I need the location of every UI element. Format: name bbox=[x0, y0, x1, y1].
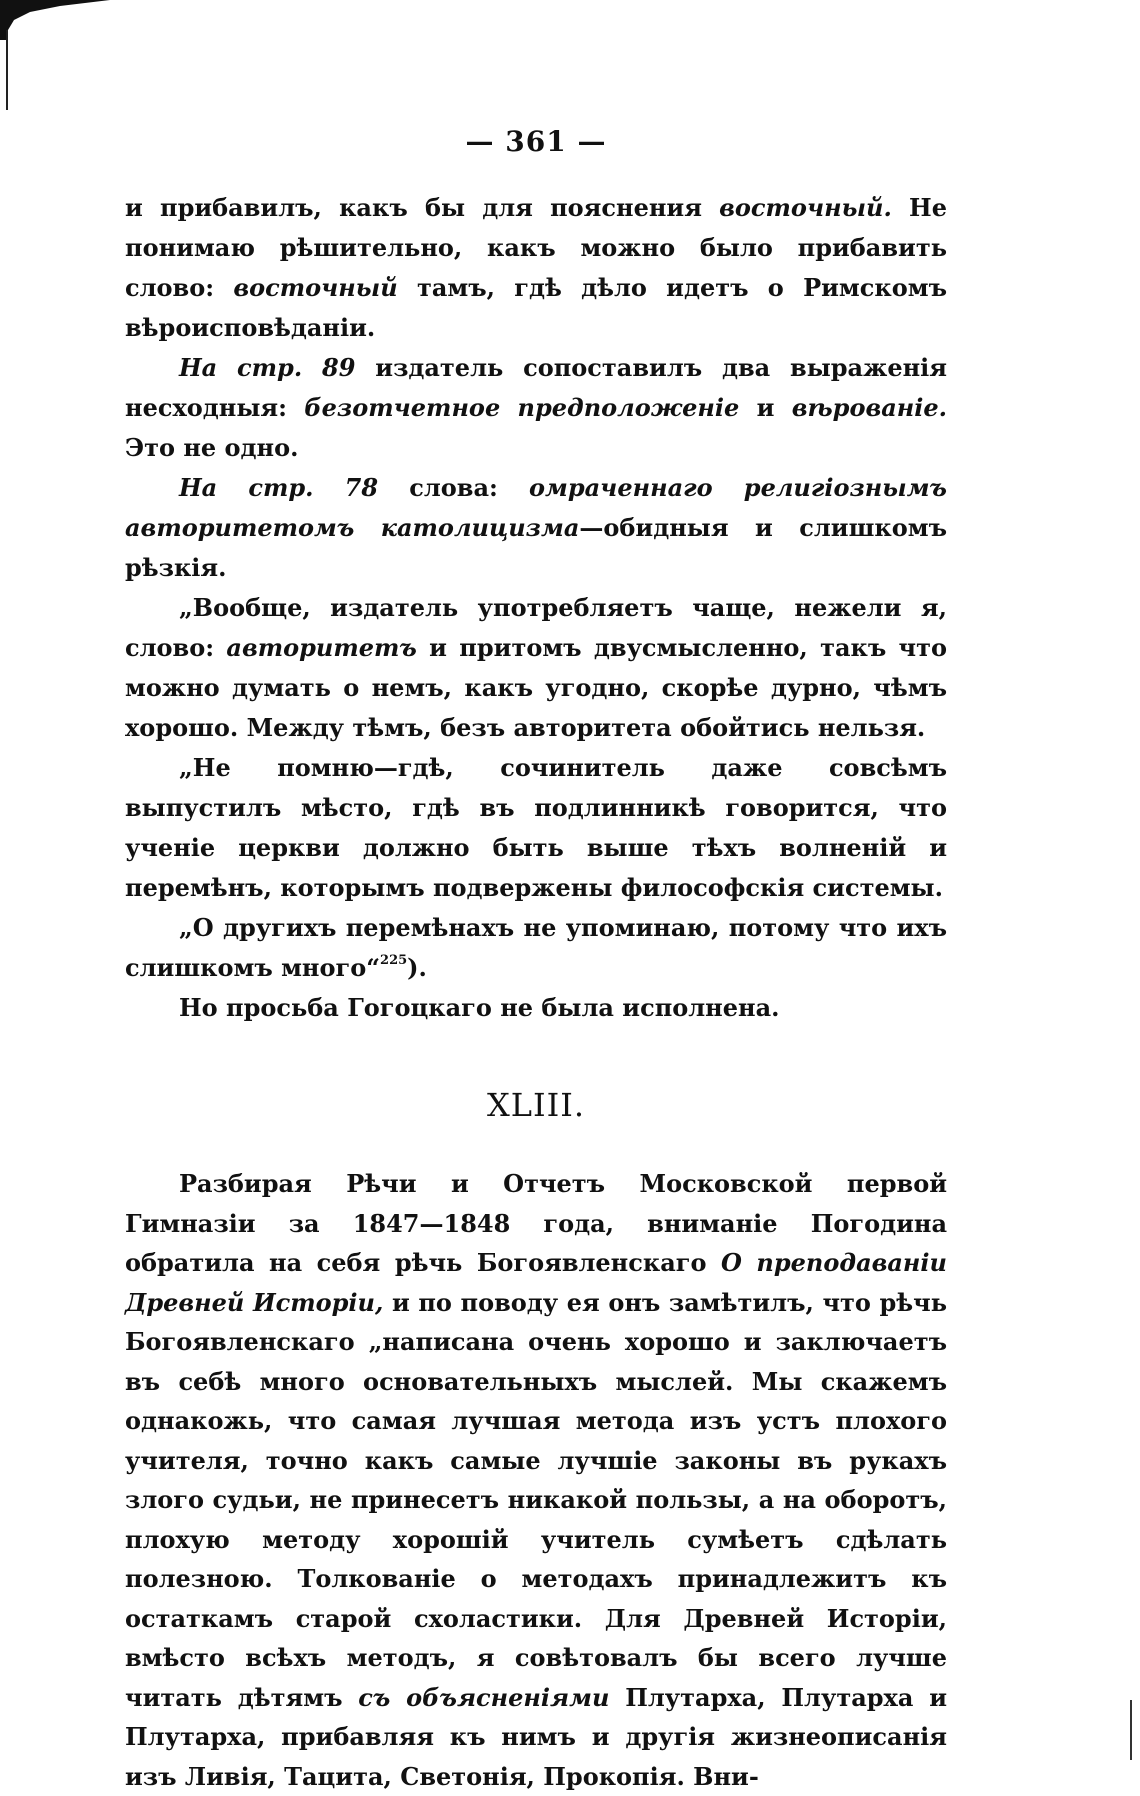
italic-text: восточный. bbox=[719, 193, 892, 222]
text-run: Это не одно. bbox=[125, 433, 299, 462]
document-page bbox=[125, 125, 947, 1796]
text-run: и bbox=[739, 393, 792, 422]
italic-text: вѣрованіе. bbox=[791, 393, 947, 422]
section-heading: XLIII. bbox=[486, 1086, 586, 1124]
scan-edge-line-right bbox=[1130, 1700, 1132, 1760]
italic-text: На стр. 89 bbox=[179, 353, 356, 382]
italic-text: восточный bbox=[233, 273, 398, 302]
italic-text: На стр. 78 bbox=[179, 473, 379, 502]
text-run: издатель сопоставилъ два выраженія несходныя: bbox=[125, 353, 948, 422]
italic-text: авторитетъ bbox=[226, 633, 417, 662]
paragraph bbox=[125, 188, 947, 348]
section-xliii bbox=[125, 1164, 947, 1796]
page-number: — 361 — bbox=[465, 125, 607, 158]
text-run: Плутарха, Плутарха и Плутарха, прибавляя къ нимъ и другія жизнеописанія изъ Ливія, Тацита, Светонія, Прокопія. Вни- bbox=[125, 1682, 948, 1791]
italic-text: съ объясненіями bbox=[358, 1682, 610, 1712]
continued-section bbox=[125, 188, 947, 1028]
paragraph-tail: ). bbox=[407, 953, 427, 982]
footnote-marker: 225 bbox=[380, 953, 408, 968]
paragraph-with-footnote bbox=[125, 908, 947, 988]
paragraph bbox=[125, 748, 947, 908]
text-run: Но просьба Гогоцкаго не была исполнена. bbox=[179, 993, 780, 1022]
paragraph bbox=[125, 988, 947, 1028]
italic-text: безотчетное предположеніе bbox=[304, 393, 740, 422]
paragraph bbox=[125, 1164, 947, 1796]
text-run: и прибавилъ, какъ бы для пояснения bbox=[125, 193, 720, 222]
paragraph-text bbox=[125, 913, 947, 982]
paragraph bbox=[125, 468, 947, 588]
text-run: „Вообще, издатель употребляетъ чаще, нежели я, слово: bbox=[125, 593, 947, 662]
italic-text: омраченнаго религіознымъ авторитетомъ католицизма bbox=[125, 473, 947, 542]
paragraph bbox=[125, 588, 947, 748]
text-run: —обидныя и слишкомъ рѣзкія. bbox=[125, 513, 947, 582]
paragraph bbox=[125, 348, 947, 468]
scan-corner-mark bbox=[0, 0, 110, 40]
text-run: тамъ, гдѣ дѣло идетъ о Римскомъ вѣроисповѣданіи. bbox=[125, 273, 947, 342]
text-run: и по поводу ея онъ замѣтилъ, что рѣчь Богоявленскаго „написана очень хорошо и заключаетъ въ себѣ много основательныхъ мыслей. Мы скажемъ однакожь, что самая лучшая метода изъ устъ плохого учителя, точно какъ самые лучшіе законы въ рукахъ злого судьи, не принесетъ никакой пользы, а на оборотъ, плохую методу хорошій учитель сумѣетъ сдѣлать полезною. Толкованіе о методахъ принадлежитъ къ остаткамъ старой схоластики. Для Древней Исторіи, вмѣсто всѣхъ методъ, я совѣтовалъ бы всего лучше читать дѣтямъ bbox=[125, 1287, 947, 1712]
text-run: Не понимаю рѣшительно, какъ можно было прибавить слово: bbox=[125, 193, 947, 302]
scan-edge-line-left bbox=[6, 30, 8, 110]
text-run: Разбирая Рѣчи и Отчетъ Московской первой Гимназіи за 1847—1848 года, вниманіе Погодина обратила на себя рѣчь Богоявленскаго bbox=[125, 1169, 947, 1277]
text-run: слова: bbox=[378, 473, 530, 502]
text-run: и притомъ двусмысленно, такъ что можно думать о немъ, какъ угодно, скорѣе дурно, чѣмъ хорошо. Между тѣмъ, безъ авторитета обойтись нельзя. bbox=[125, 633, 947, 742]
italic-text: О преподаваніи Древней Исторіи, bbox=[125, 1248, 947, 1317]
text-run: „Не помню—гдѣ, сочинитель даже совсѣмъ выпустилъ мѣсто, гдѣ въ подлинникѣ говорится, что ученіе церкви должно быть выше тѣхъ волненій и перемѣнъ, которымъ подвержены философскія системы. bbox=[125, 753, 947, 902]
text-run: „О другихъ перемѣнахъ не упоминаю, потому что ихъ слишкомъ много“ bbox=[125, 913, 947, 982]
